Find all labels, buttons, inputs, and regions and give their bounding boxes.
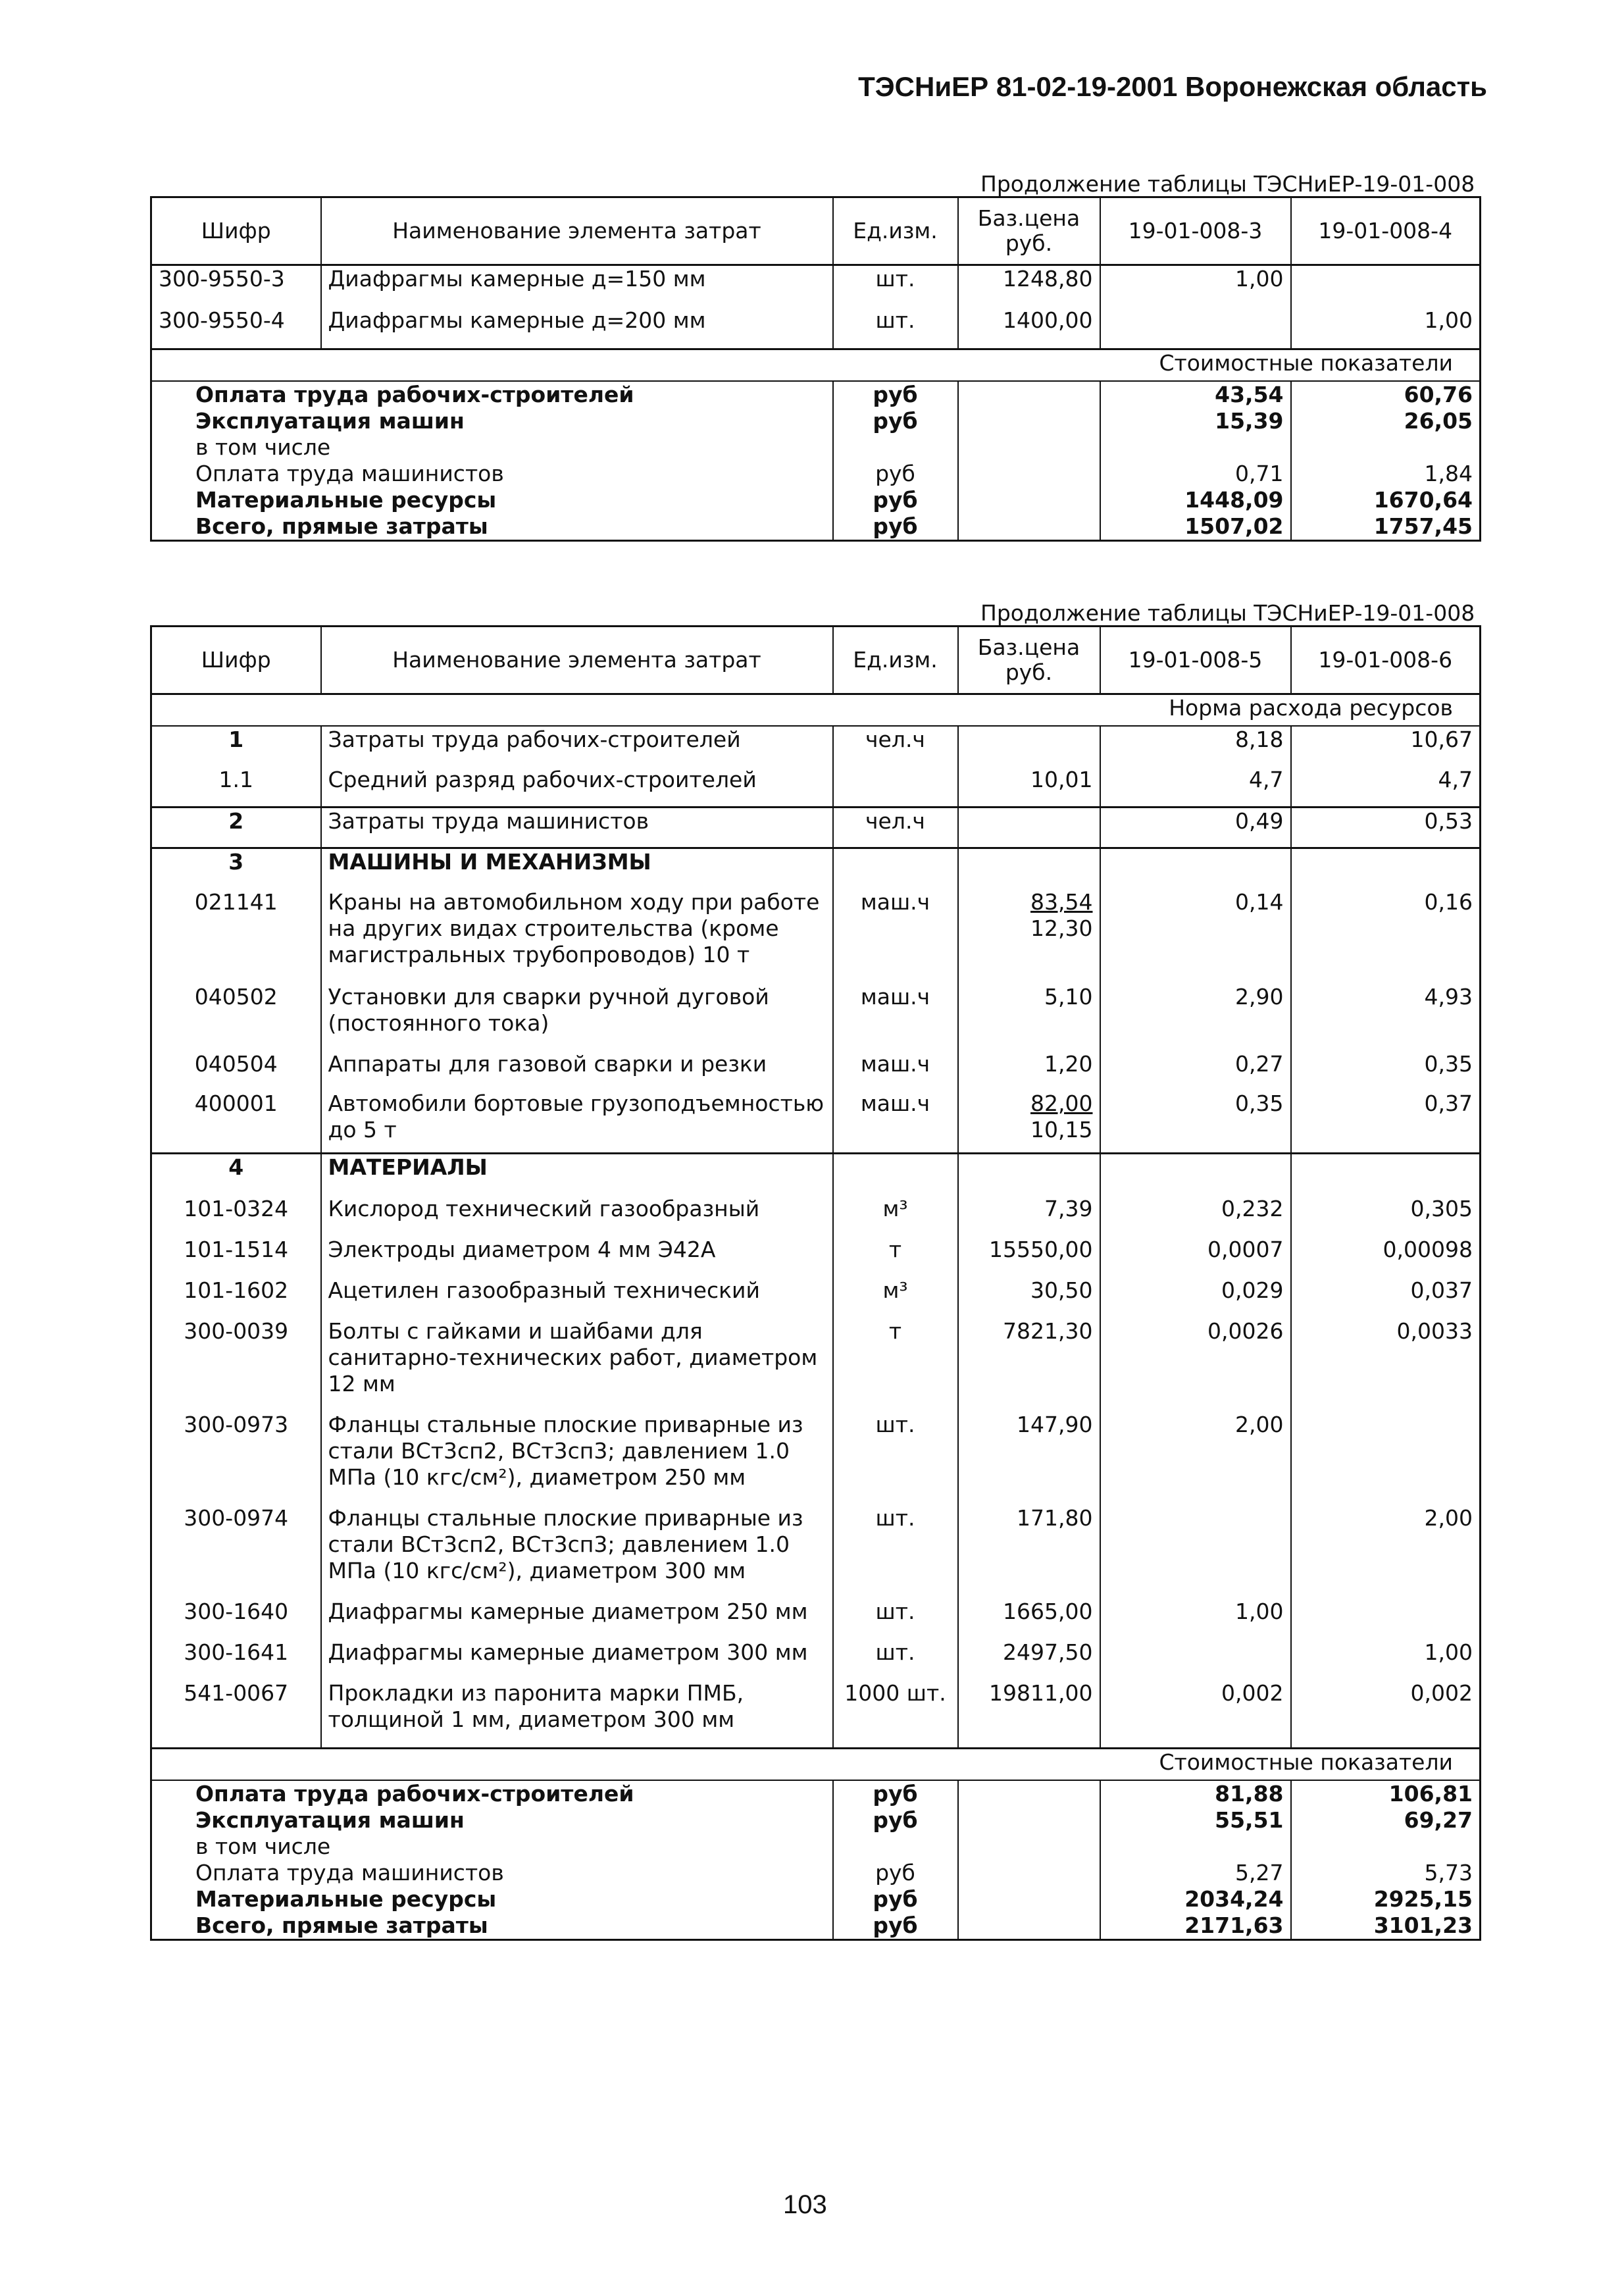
row-value-1: 0,232 (1100, 1196, 1291, 1237)
col-header-unit: Ед.изм. (833, 197, 958, 265)
table-row (151, 1318, 1481, 1412)
row-value-2 (1291, 1599, 1481, 1639)
col-header-norm-3: 19-01-008-3 (1100, 197, 1291, 265)
row-name: Установки для сварки ручной дуговой (постоянного тока) (321, 984, 833, 1051)
row-price: 83,54 (1030, 888, 1093, 915)
summary-value-2: 5,73 (1291, 1860, 1481, 1886)
summary-row (151, 1860, 1481, 1886)
row-price: 1248,80 (958, 265, 1100, 307)
section-row (151, 848, 1481, 889)
row-price: 171,80 (958, 1505, 1100, 1599)
row-unit: чел.ч (833, 808, 958, 848)
row-unit: т (833, 1318, 958, 1412)
row-name: Диафрагмы камерные диаметром 250 мм (321, 1599, 833, 1639)
summary-unit: руб (833, 1860, 958, 1886)
row-unit (833, 767, 958, 808)
col-header-name: Наименование элемента затрат (321, 627, 833, 694)
table-row (151, 1090, 1481, 1154)
table2-band-row (151, 694, 1481, 726)
row-value-1: 4,7 (1100, 767, 1291, 808)
row-unit: м³ (833, 1277, 958, 1318)
table1-continuation-note: Продолжение таблицы ТЭСНиЕР-19-01-008 (980, 171, 1475, 197)
summary-label: Материальные ресурсы (195, 486, 497, 513)
row-value-1: 0,029 (1100, 1277, 1291, 1318)
row-value-2: 0,37 (1291, 1090, 1481, 1154)
summary-value-1: 0,71 (1100, 461, 1291, 487)
summary-row (151, 1807, 1481, 1834)
col-header-norm-4: 19-01-008-4 (1291, 197, 1481, 265)
summary-value-1: 55,51 (1100, 1807, 1291, 1834)
row-value-1: 0,49 (1100, 808, 1291, 848)
col-header-code: Шифр (151, 197, 321, 265)
col-header-name: Наименование элемента затрат (321, 197, 833, 265)
row-unit: 1000 шт. (833, 1680, 958, 1749)
table-row (151, 889, 1481, 984)
summary-row (151, 381, 1481, 408)
summary-value-1: 2171,63 (1100, 1912, 1291, 1940)
table2 (150, 625, 1481, 1941)
row-code: 101-0324 (184, 1195, 289, 1221)
summary-unit: руб (833, 1807, 958, 1834)
row-code: 101-1514 (184, 1236, 289, 1262)
row-value-2: 0,0033 (1291, 1318, 1481, 1412)
summary-unit: руб (833, 1780, 958, 1807)
summary-value-1: 1507,02 (1100, 513, 1291, 541)
row-value-2: 0,00098 (1291, 1237, 1481, 1277)
row-name: Средний разряд рабочих-строителей (321, 767, 833, 808)
summary-row (151, 408, 1481, 434)
row-code: 400001 (194, 1090, 278, 1116)
summary-row (151, 1886, 1481, 1912)
row-value-2: 0,037 (1291, 1277, 1481, 1318)
col-header-unit: Ед.изм. (833, 627, 958, 694)
row-unit: маш.ч (833, 1051, 958, 1090)
row-value-2: 0,305 (1291, 1196, 1481, 1237)
table1-header-row (151, 197, 1481, 265)
summary-row (151, 461, 1481, 487)
row-name: Кислород технический газообразный (321, 1196, 833, 1237)
row-code: 040502 (194, 983, 278, 1010)
summary-value-1: 81,88 (1100, 1780, 1291, 1807)
col-header-price: Баз.цена руб. (958, 627, 1100, 694)
row-unit: м³ (833, 1196, 958, 1237)
row-unit: шт. (833, 1505, 958, 1599)
summary-label: Материальные ресурсы (195, 1885, 497, 1912)
table2-continuation-note: Продолжение таблицы ТЭСНиЕР-19-01-008 (980, 600, 1475, 626)
row-price: 7821,30 (958, 1318, 1100, 1412)
summary-label: Оплата труда машинистов (195, 460, 504, 486)
summary-row (151, 434, 1481, 461)
table-row (151, 1277, 1481, 1318)
row-unit: шт. (833, 1412, 958, 1505)
row-name: Затраты труда машинистов (321, 808, 833, 848)
row-name: Болты с гайками и шайбами для санитарно-технических работ, диаметром 12 мм (321, 1318, 833, 1412)
summary-label: Оплата труда машинистов (195, 1859, 504, 1885)
row-value-1 (1100, 1639, 1291, 1680)
row-code: 541-0067 (184, 1680, 289, 1706)
summary-unit: руб (833, 487, 958, 513)
row-value-1: 0,0026 (1100, 1318, 1291, 1412)
row-value-1: 0,14 (1100, 889, 1291, 984)
table-row (151, 1599, 1481, 1639)
col-header-norm-6: 19-01-008-6 (1291, 627, 1481, 694)
row-code: 300-0973 (184, 1411, 289, 1437)
row-code: 3 (151, 848, 321, 889)
row-price: 5,10 (958, 984, 1100, 1051)
row-code: 300-0974 (184, 1504, 289, 1531)
row-price (958, 726, 1100, 767)
col-header-price: Баз.цена руб. (958, 197, 1100, 265)
summary-value-2: 1,84 (1291, 461, 1481, 487)
row-value-1: 0,35 (1100, 1090, 1291, 1154)
summary-label: в том числе (195, 434, 331, 460)
row-unit: т (833, 1237, 958, 1277)
row-unit: маш.ч (833, 984, 958, 1051)
document-title: ТЭСНиЕР 81-02-19-2001 Воронежская область (858, 71, 1487, 102)
row-code: 1 (228, 726, 244, 752)
summary-label: Всего, прямые затраты (195, 1912, 488, 1938)
table-row (151, 1237, 1481, 1277)
table-row (151, 808, 1481, 848)
band-label: Норма расхода ресурсов (151, 694, 1481, 726)
row-code: 300-1641 (184, 1639, 289, 1665)
row-code: 300-0039 (184, 1318, 289, 1344)
row-unit: шт. (833, 1599, 958, 1639)
row-price: 82,00 (1030, 1090, 1093, 1116)
row-code: 040504 (194, 1050, 278, 1077)
summary-value-2: 26,05 (1291, 408, 1481, 434)
summary-label: в том числе (195, 1833, 331, 1859)
row-unit: маш.ч (833, 1090, 958, 1154)
row-name: Краны на автомобильном ходу при работе на других видах строительства (кроме магистральных трубопроводов) 10 т (321, 889, 833, 984)
col-header-norm-5: 19-01-008-5 (1100, 627, 1291, 694)
summary-value-2: 1670,64 (1291, 487, 1481, 513)
summary-row (151, 1780, 1481, 1807)
row-unit: маш.ч (833, 889, 958, 984)
row-name: Аппараты для газовой сварки и резки (321, 1051, 833, 1090)
section-title: МАШИНЫ И МЕХАНИЗМЫ (321, 848, 833, 889)
row-price: 30,50 (958, 1277, 1100, 1318)
summary-unit: руб (833, 513, 958, 541)
row-unit: шт. (833, 265, 958, 307)
section-title: МАТЕРИАЛЫ (321, 1154, 833, 1196)
row-price-machinist: 10,15 (1030, 1116, 1093, 1142)
band-label: Стоимостные показатели (151, 1749, 1481, 1780)
table-row (151, 1639, 1481, 1680)
summary-unit: руб (833, 1912, 958, 1940)
table-row (151, 767, 1481, 808)
row-value-1: 0,0007 (1100, 1237, 1291, 1277)
row-value-1: 0,002 (1100, 1680, 1291, 1749)
page-number: 103 (783, 2190, 827, 2219)
summary-value-2: 1757,45 (1291, 513, 1481, 541)
row-code: 4 (151, 1154, 321, 1196)
summary-value-1: 15,39 (1100, 408, 1291, 434)
row-code: 1.1 (218, 766, 253, 792)
table-row (151, 265, 1481, 307)
row-value-1: 8,18 (1100, 726, 1291, 767)
row-code: 101-1602 (184, 1277, 289, 1303)
row-price: 2497,50 (958, 1639, 1100, 1680)
table1 (150, 196, 1481, 542)
row-code: 021141 (194, 888, 278, 915)
summary-unit: руб (833, 381, 958, 408)
row-price: 147,90 (958, 1412, 1100, 1505)
table-row (151, 1505, 1481, 1599)
row-price: 7,39 (958, 1196, 1100, 1237)
row-value-2: 10,67 (1291, 726, 1481, 767)
summary-value-1: 1448,09 (1100, 487, 1291, 513)
summary-unit: руб (833, 408, 958, 434)
table2-band-row (151, 1749, 1481, 1780)
summary-value-2: 2925,15 (1291, 1886, 1481, 1912)
summary-value-1: 2034,24 (1100, 1886, 1291, 1912)
row-name: Диафрагмы камерные д=200 мм (321, 307, 833, 349)
row-value-2: 1,00 (1291, 1639, 1481, 1680)
row-value-1: 2,90 (1100, 984, 1291, 1051)
band-label: Стоимостные показатели (151, 349, 1481, 381)
summary-value-2: 69,27 (1291, 1807, 1481, 1834)
row-name: Прокладки из паронита марки ПМБ, толщиной 1 мм, диаметром 300 мм (321, 1680, 833, 1749)
row-value-1 (1100, 1505, 1291, 1599)
row-name: Фланцы стальные плоские приварные из стали ВСт3сп2, ВСт3сп3; давлением 1.0 МПа (10 кгс/см²), диаметром 300 мм (321, 1505, 833, 1599)
summary-label: Всего, прямые затраты (195, 513, 488, 539)
row-value-2: 0,16 (1291, 889, 1481, 984)
row-code: 300-9550-3 (159, 266, 285, 292)
summary-value-2: 106,81 (1291, 1780, 1481, 1807)
row-value-2 (1291, 265, 1481, 307)
row-value-1: 1,00 (1100, 1599, 1291, 1639)
row-price: 1400,00 (958, 307, 1100, 349)
row-name: Электроды диаметром 4 мм Э42А (321, 1237, 833, 1277)
row-value-2: 1,00 (1291, 307, 1481, 349)
row-value-1: 0,27 (1100, 1051, 1291, 1090)
row-value-1: 2,00 (1100, 1412, 1291, 1505)
row-name: Ацетилен газообразный технический (321, 1277, 833, 1318)
summary-row (151, 487, 1481, 513)
row-value-1 (1100, 307, 1291, 349)
row-name: Затраты труда рабочих-строителей (321, 726, 833, 767)
row-unit: шт. (833, 1639, 958, 1680)
row-price: 1,20 (958, 1051, 1100, 1090)
summary-value-1: 43,54 (1100, 381, 1291, 408)
row-price (958, 808, 1100, 848)
row-unit: шт. (833, 307, 958, 349)
table-row (151, 307, 1481, 349)
row-value-2: 0,53 (1291, 808, 1481, 848)
row-code: 300-1640 (184, 1598, 289, 1624)
table2-header-row (151, 627, 1481, 694)
row-unit: чел.ч (833, 726, 958, 767)
row-name: Диафрагмы камерные диаметром 300 мм (321, 1639, 833, 1680)
row-price: 10,01 (958, 767, 1100, 808)
row-price: 1665,00 (958, 1599, 1100, 1639)
table-row (151, 1196, 1481, 1237)
row-price-machinist: 12,30 (1030, 915, 1093, 941)
summary-label: Эксплуатация машин (195, 1807, 465, 1833)
summary-unit: руб (833, 461, 958, 487)
summary-row (151, 513, 1481, 541)
table-row (151, 1051, 1481, 1090)
summary-value-2: 3101,23 (1291, 1912, 1481, 1940)
row-value-2: 4,93 (1291, 984, 1481, 1051)
summary-label: Оплата труда рабочих-строителей (195, 1780, 634, 1807)
row-code: 2 (151, 808, 321, 848)
section-row (151, 1154, 1481, 1196)
table-row (151, 1412, 1481, 1505)
row-name: Фланцы стальные плоские приварные из стали ВСт3сп2, ВСт3сп3; давлением 1.0 МПа (10 кгс/см²), диаметром 250 мм (321, 1412, 833, 1505)
table-row (151, 984, 1481, 1051)
summary-label: Оплата труда рабочих-строителей (195, 381, 634, 407)
row-value-2: 0,35 (1291, 1051, 1481, 1090)
row-name: Диафрагмы камерные д=150 мм (321, 265, 833, 307)
row-price: 19811,00 (958, 1680, 1100, 1749)
summary-row (151, 1912, 1481, 1940)
table-row (151, 1680, 1481, 1749)
row-value-2: 4,7 (1291, 767, 1481, 808)
table-row (151, 726, 1481, 767)
row-value-1: 1,00 (1100, 265, 1291, 307)
row-value-2: 0,002 (1291, 1680, 1481, 1749)
row-code: 300-9550-4 (159, 307, 285, 333)
summary-unit: руб (833, 1886, 958, 1912)
summary-label: Эксплуатация машин (195, 407, 465, 434)
row-price: 15550,00 (958, 1237, 1100, 1277)
row-value-2 (1291, 1412, 1481, 1505)
col-header-code: Шифр (151, 627, 321, 694)
table1-band-row (151, 349, 1481, 381)
summary-row (151, 1834, 1481, 1860)
row-value-2: 2,00 (1291, 1505, 1481, 1599)
summary-value-1: 5,27 (1100, 1860, 1291, 1886)
row-name: Автомобили бортовые грузоподъемностью до 5 т (321, 1090, 833, 1154)
summary-value-2: 60,76 (1291, 381, 1481, 408)
